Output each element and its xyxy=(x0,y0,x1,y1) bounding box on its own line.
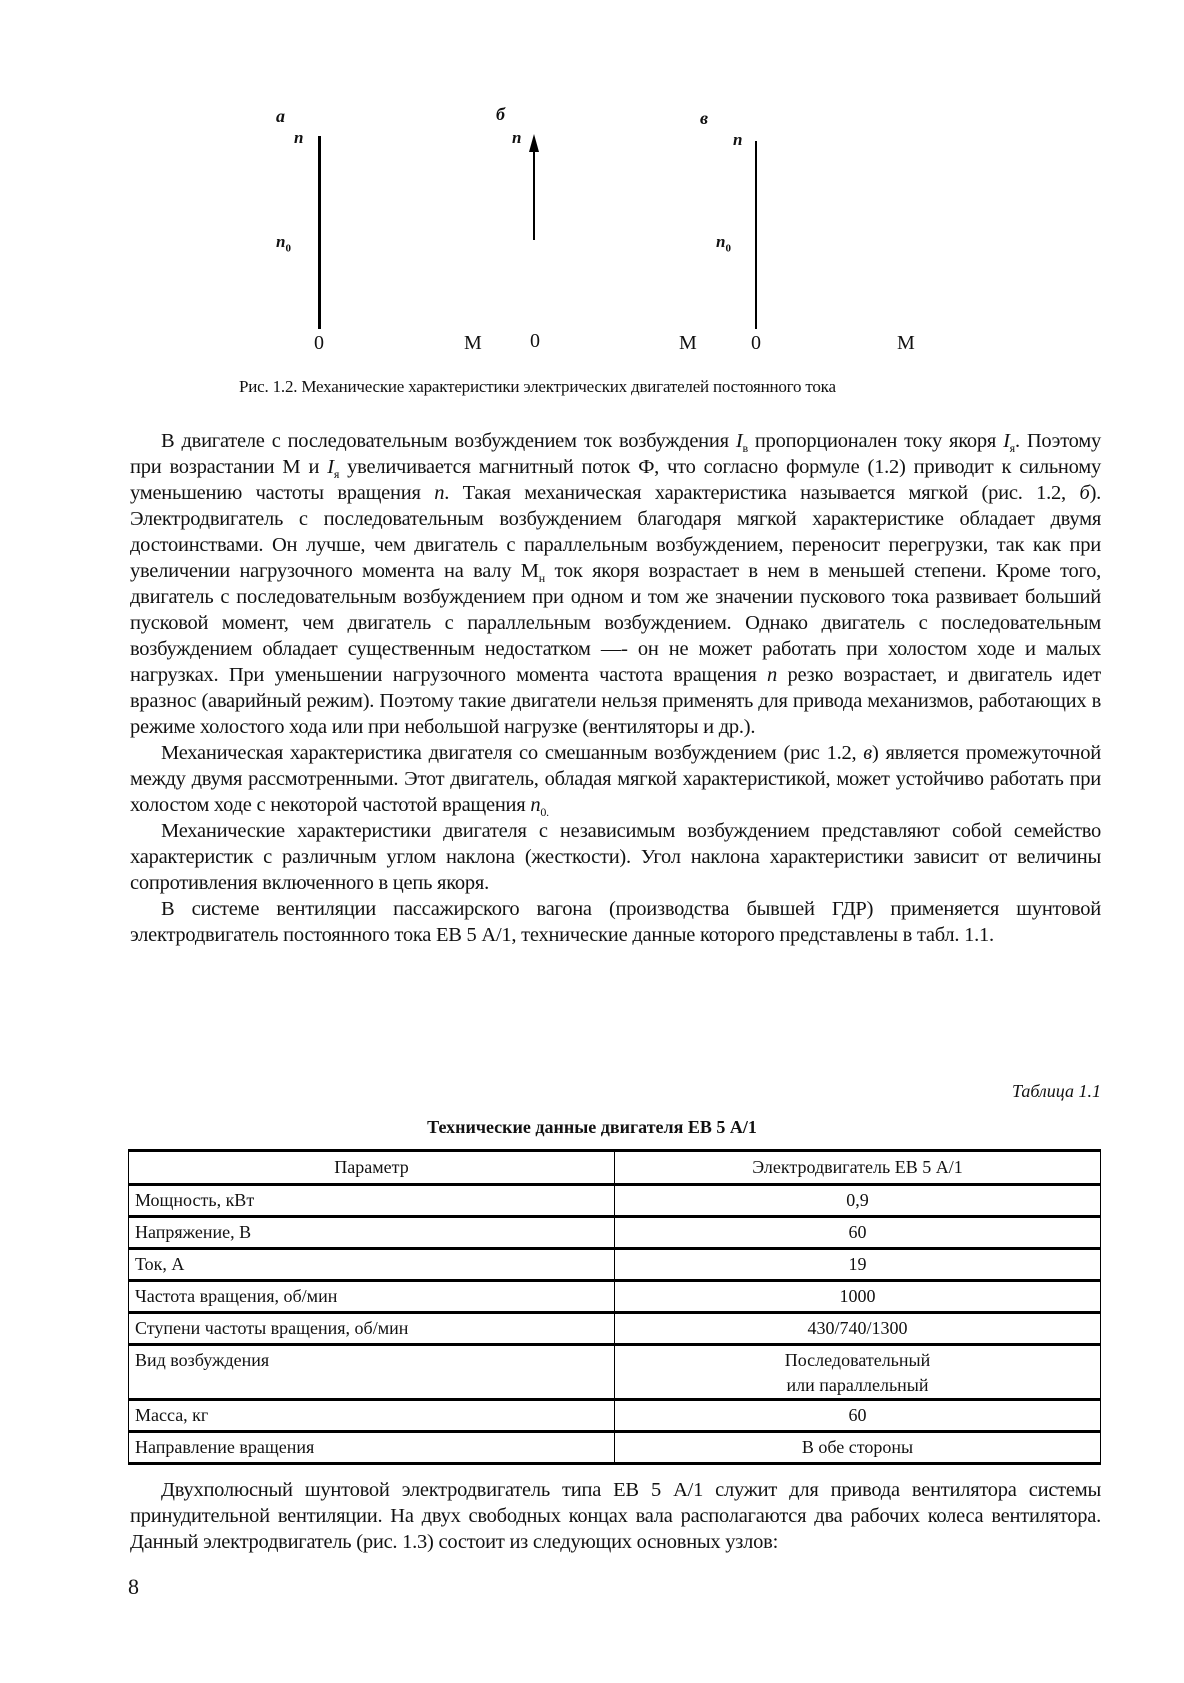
panel-a-letter: а xyxy=(276,106,285,126)
page-number: 8 xyxy=(128,1574,139,1599)
panel-c-n0-label: $n_0$ xyxy=(716,232,731,255)
paragraph-shunt-motor: Двухполюсный шунтовой электродвигатель типа ЕВ 5 А/1 служит для привода вентилятора системы принудительной вентиляции. На двух свободных концах вала располагаются два рабочих колеса вентилятора. Данный электродвигатель (рис. 1.3) состоит из следующих основных узлов: xyxy=(130,1479,1101,1553)
table-row xyxy=(129,1432,1101,1464)
panel-a-origin: 0 xyxy=(314,332,324,354)
paragraph-mixed-excitation: Механическая характеристика двигателя со смешанным возбуждением (рис 1.2, в) является промежуточной между двумя рассмотренными. Этот двигатель, обладая мягкой характеристикой, может устойчиво работать при холостом ходе с некоторой частотой вращения $n_{0.}$ xyxy=(130,742,1101,820)
value-cell: В обе стороны xyxy=(615,1432,1101,1464)
table-row xyxy=(129,1249,1101,1281)
table-title: Технические данные двигателя ЕВ 5 А/1 xyxy=(427,1117,757,1137)
panel-a-n-label: n xyxy=(294,128,304,147)
table-reference: Таблица 1.1 xyxy=(1011,1081,1101,1101)
table-row xyxy=(129,1313,1101,1345)
panel-b-n-label: n xyxy=(512,128,522,147)
param-cell: Мощность, кВт xyxy=(129,1185,615,1217)
panel-b-x-label: М xyxy=(679,332,697,354)
table-row xyxy=(129,1281,1101,1313)
param-cell: Ступени частоты вращения, об/мин xyxy=(129,1313,615,1345)
panel-a-x-label: М xyxy=(464,332,482,354)
header-parameter: Параметр xyxy=(129,1151,615,1185)
param-cell: Вид возбуждения xyxy=(129,1345,615,1400)
value-cell: 60 xyxy=(615,1217,1101,1249)
param-cell: Направление вращения xyxy=(129,1432,615,1464)
paragraph-independent-excitation: Механические характеристики двигателя с независимым возбуждением представляют собой семейство характеристик с различным углом наклона (жесткости). Угол наклона характеристики зависит от величины сопротивления включенного в цепь якоря. xyxy=(130,820,1101,894)
panel-c-x-label: М xyxy=(897,332,915,354)
value-cell: 430/740/1300 xyxy=(615,1313,1101,1345)
body-text-bottom xyxy=(130,1477,1101,1555)
arrow-up-icon xyxy=(526,134,542,242)
panel-a-axis-line xyxy=(318,136,321,329)
paragraph-series-excitation: В двигателе с последовательным возбуждением ток возбуждения $I_в$ пропорционален току якоря $I_я$. Поэтому при возрастании М и $I_я$ увеличивается магнитный поток Ф, что согласно формуле (1.2) приводит к сильному уменьшению частоты вращения n. Такая механическая характеристика называется мягкой (рис. 1.2, б). Электродвигатель с последовательным возбуждением благодаря мягкой характеристике обладает двумя достоинствами. Он лучше, чем двигатель с параллельным возбуждением, переносит перегрузки, так как при увеличении нагрузочного момента на валу $М_н$ ток якоря возрастает в нем в меньшей степени. Кроме того, двигатель с последовательным возбуждением при одном и том же значении пускового тока развивает больший пусковой момент, чем двигатель с параллельным возбуждением. Однако двигатель с последовательным возбуждением обладает существенным недостатком —- он не может работать при холостом ходе и малых нагрузках. При уменьшении нагрузочного момента частота вращения n резко возрастает, и двигатель идет вразнос (аварийный режим). Поэтому такие двигатели нельзя применять для привода механизмов, работающих в режиме холостого хода или при небольшой нагрузке (вентиляторы и др.). xyxy=(130,430,1102,738)
value-cell: 1000 xyxy=(615,1281,1101,1313)
param-cell: Масса, кг xyxy=(129,1400,615,1432)
panel-c-letter: в xyxy=(700,108,709,128)
table-row xyxy=(129,1185,1101,1217)
body-text-top xyxy=(130,428,1101,948)
param-cell: Напряжение, В xyxy=(129,1217,615,1249)
paragraph-ventilation-system: В системе вентиляции пассажирского вагона (производства бывшей ГДР) применяется шунтовой электродвигатель постоянного тока ЕВ 5 А/1, технические данные которого представлены в табл. 1.1. xyxy=(130,898,1101,946)
panel-a-n0-label: $n_0$ xyxy=(276,232,291,255)
header-motor: Электродвигатель ЕВ 5 А/1 xyxy=(615,1151,1101,1185)
table-row xyxy=(129,1345,1101,1400)
value-cell: 0,9 xyxy=(615,1185,1101,1217)
value-cell: 60 xyxy=(615,1400,1101,1432)
panel-c-axis-line xyxy=(755,141,757,329)
panel-b-origin: 0 xyxy=(530,330,540,352)
panel-b-letter: б xyxy=(496,104,505,124)
panel-c-origin: 0 xyxy=(751,332,761,354)
panel-c-n-label: n xyxy=(733,130,743,149)
table-header-row xyxy=(129,1151,1101,1185)
param-cell: Ток, А xyxy=(129,1249,615,1281)
spec-table xyxy=(128,1149,1101,1465)
value-cell: 19 xyxy=(615,1249,1101,1281)
table-row xyxy=(129,1400,1101,1432)
figure-caption: Рис. 1.2. Механические характеристики электрических двигателей постоянного тока xyxy=(239,377,836,396)
param-cell: Частота вращения, об/мин xyxy=(129,1281,615,1313)
table-row xyxy=(129,1217,1101,1249)
value-cell: Последовательный или параллельный xyxy=(615,1345,1101,1400)
